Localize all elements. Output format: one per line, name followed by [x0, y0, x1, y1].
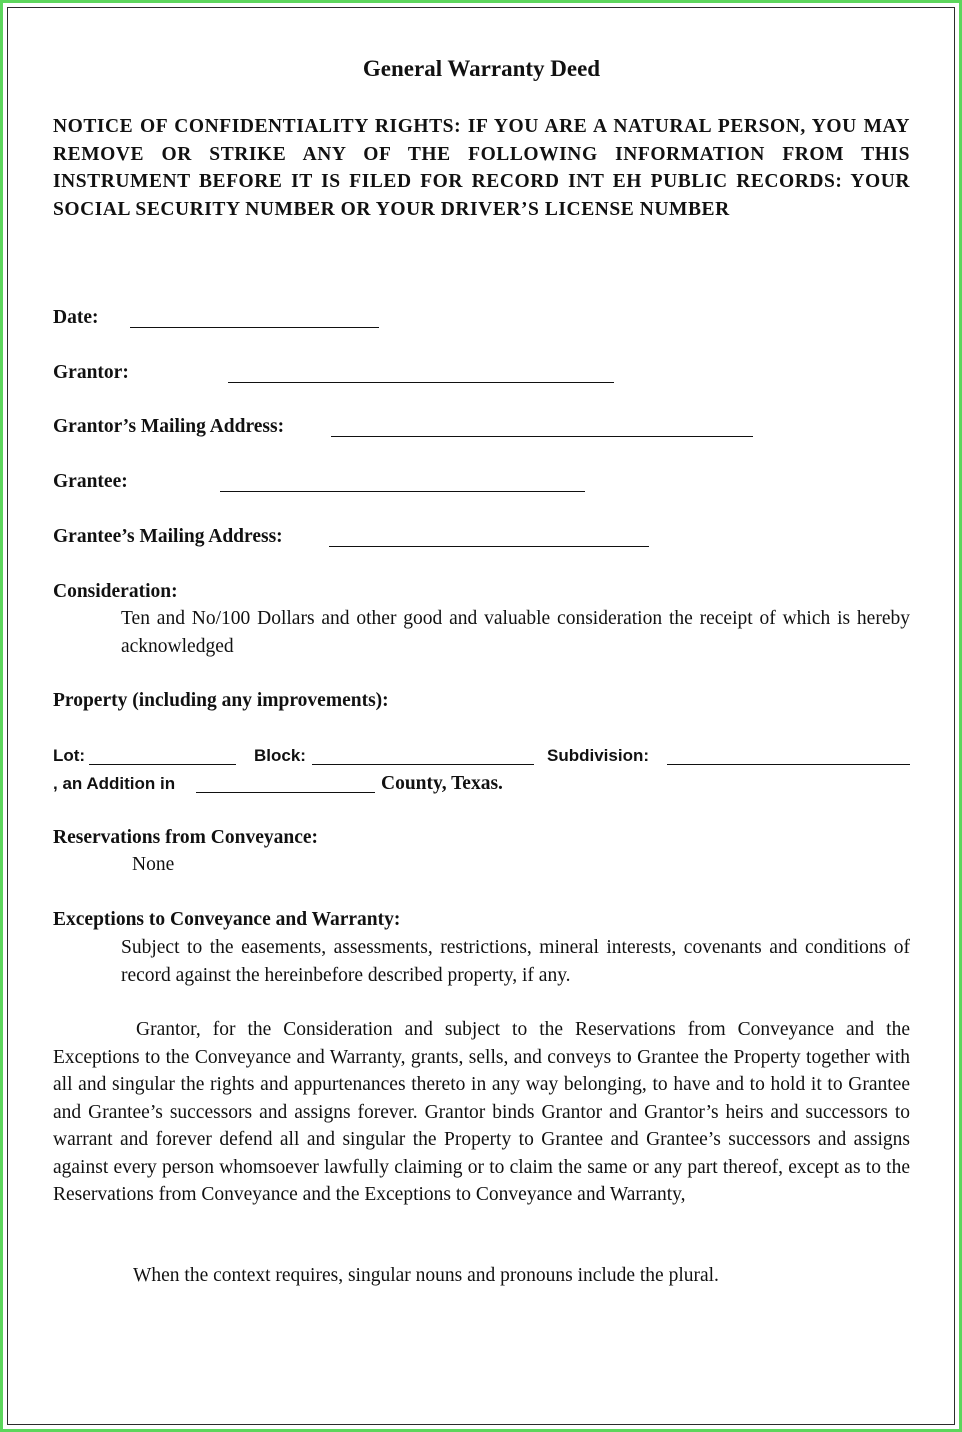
lot-label: Lot: — [53, 746, 86, 765]
grantee-address-input-line[interactable] — [329, 546, 649, 547]
grantor-label: Grantor: — [53, 362, 129, 383]
property-lot-block-line — [53, 744, 910, 768]
exceptions-heading: Exceptions to Conveyance and Warranty: — [53, 909, 401, 930]
confidentiality-notice: NOTICE OF CONFIDENTIALITY RIGHTS: IF YOU ARE A NATURAL PERSON, YOU MAY REMOVE OR STRIKE ANY OF THE FOLLOWING INFORMATION FROM THIS INSTRUMENT BEFORE IT IS FILED FOR RECORD INT EH PUBLIC RECORDS: YOUR SOCIAL SECURITY NUMBER OR YOUR DRIVER’S LICENSE NUMBER — [53, 116, 910, 220]
document-title: General Warranty Deed — [362, 56, 601, 81]
grantor-address-label: Grantor’s Mailing Address: — [53, 416, 285, 437]
grant-paragraph: Grantor, for the Consideration and subject to the Reservations from Conveyance and the Exceptions to the Conveyance and Warranty, grants, sells, and conveys to Grantee the Property together with all and singular the rights and appurtenances thereto in any way belonging, to have and to hold it to Grantee and Grantee’s successors and assigns forever. Grantor binds Grantor and Grantor’s heirs and successors to warrant and forever defend all and singular the Property to Grantee and Grantee’s successors and assigns against every person whomsoever lawfully claiming or to claim the same or any part thereof, except as to the Reservations from Conveyance and the Exceptions to Conveyance and Warranty, — [53, 1019, 910, 1205]
block-input-line[interactable] — [312, 764, 534, 765]
subdivision-label: Subdivision: — [547, 746, 649, 765]
plural-paragraph: When the context requires, singular nouns and pronouns include the plural. — [133, 1265, 719, 1286]
grantor-address-field — [53, 415, 284, 439]
reservations-heading: Reservations from Conveyance: — [53, 827, 319, 848]
consideration-heading: Consideration: — [53, 581, 178, 602]
consideration-text: Ten and No/100 Dollars and other good and valuable consideration the receipt of which is hereby acknowledged — [121, 608, 910, 657]
grantee-address-label: Grantee’s Mailing Address: — [53, 526, 283, 547]
property-addition-line — [53, 772, 910, 796]
date-label: Date: — [53, 307, 99, 328]
property-heading: Property (including any improvements): — [53, 690, 389, 711]
subdivision-input-line[interactable] — [667, 764, 910, 765]
block-label: Block: — [254, 746, 306, 765]
addition-label: , an Addition in — [53, 774, 176, 793]
county-suffix: County, Texas. — [381, 773, 503, 794]
lot-input-line[interactable] — [89, 764, 236, 765]
grantee-address-field — [53, 525, 283, 549]
grantor-address-input-line[interactable] — [331, 436, 753, 437]
grantee-label: Grantee: — [53, 471, 128, 492]
grantor-input-line[interactable] — [228, 382, 614, 383]
date-field — [53, 306, 98, 330]
grantor-field — [53, 361, 129, 385]
grantee-field — [53, 470, 128, 494]
exceptions-text: Subject to the easements, assessments, restrictions, mineral interests, covenants and conditions of record against the hereinbefore described property, if any. — [121, 937, 910, 986]
date-input-line[interactable] — [130, 327, 379, 328]
grantee-input-line[interactable] — [220, 491, 585, 492]
reservations-text: None — [132, 854, 175, 875]
county-input-line[interactable] — [196, 792, 375, 793]
